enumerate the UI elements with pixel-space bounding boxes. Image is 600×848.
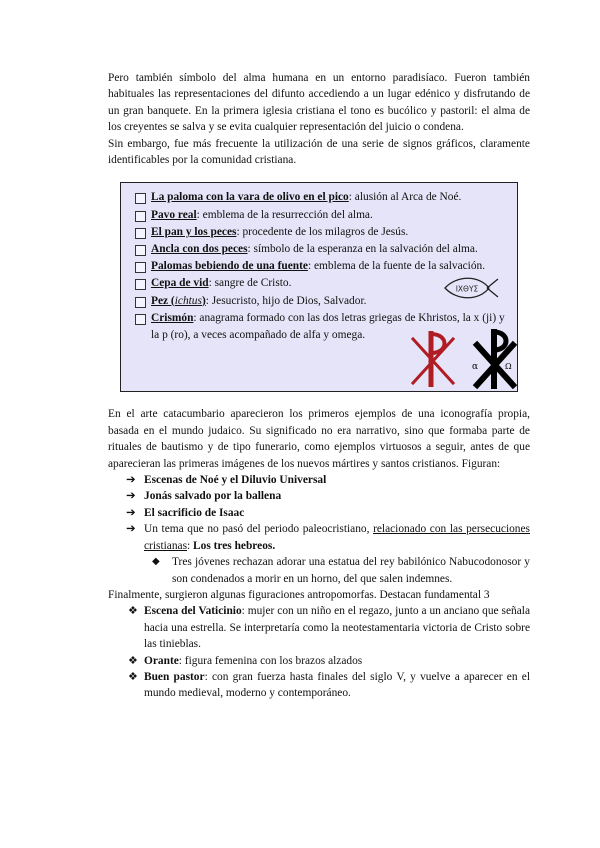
chi-rho-red-icon (409, 331, 457, 387)
symbol-desc: : Jesucristo, hijo de Dios, Salvador. (205, 294, 367, 307)
figure-desc: : mujer con un niño en el regazo, junto a un anciano que señala hacia una estrella. Se interpretaría como la neotestamentaria victoria de Cristo sobre las tinieblas. (144, 605, 531, 651)
symbol-term: Crismón (151, 311, 194, 324)
checkbox-icon (135, 228, 146, 239)
checkbox-icon (135, 314, 146, 325)
symbol-item (135, 258, 507, 275)
list-item-text: El sacrificio de Isaac (144, 506, 245, 519)
arrow-right-icon: ➔ (126, 474, 136, 487)
list-item (126, 521, 530, 554)
diamond-bullet-icon: ◆ (152, 556, 160, 568)
list-item (126, 505, 530, 521)
symbol-item (135, 241, 507, 258)
chi-rho-alpha-omega-icon (469, 329, 519, 389)
star-bullet-icon: ❖ (128, 670, 138, 683)
document-page (108, 70, 530, 702)
paragraph-catacombs: En el arte catacumbario aparecieron los primeros ejemplos de una iconografía propia, basada en el mundo judaico. Su significado no era narrativo, sino que formaba parte de rituales de bautismo y de tipo funerario, como ejemplos virtuosos a seguir, antes de que aparecieran las primeras imágenes de los nuevos mártires y santos cristianos. Figuran: (108, 408, 530, 470)
list-item (152, 554, 530, 587)
omega-letter: Ω (505, 362, 512, 372)
symbol-desc: : alusión al Arca de Noé. (348, 191, 462, 204)
symbol-term-end: ) (201, 294, 206, 307)
symbol-term: Cepa de vid (151, 277, 209, 290)
symbol-term: Pavo real (151, 208, 197, 221)
symbol-desc: : emblema de la fuente de la salvación. (307, 260, 486, 273)
arrow-right-icon: ➔ (126, 506, 136, 519)
list-item-text: Escenas de Noé y el Diluvio Universal (144, 474, 327, 487)
symbols-box (120, 182, 518, 392)
sub-list (108, 554, 530, 587)
ichthys-fish-icon (443, 276, 499, 300)
alpha-letter: α (472, 362, 479, 373)
arrow-right-icon: ➔ (126, 523, 136, 536)
paragraph-figures: Finalmente, surgieron algunas figuraciones antropomorfas. Destacan fundamental 3 (108, 588, 490, 601)
checkbox-icon (135, 211, 146, 222)
symbol-item (135, 189, 507, 206)
list-item (128, 603, 530, 652)
checkbox-icon (135, 193, 146, 204)
list-item (126, 472, 530, 488)
list-item (126, 488, 530, 504)
star-bullet-icon: ❖ (128, 654, 138, 667)
star-bullet-icon: ❖ (128, 605, 138, 618)
checkbox-icon (135, 279, 146, 290)
figure-desc: : figura femenina con los brazos alzados (178, 654, 363, 667)
symbol-desc: : procedente de los milagros de Jesús. (236, 225, 409, 238)
list-item-text: Un tema que no pasó del periodo paleocristiano, (144, 523, 374, 536)
symbol-desc: : anagrama formado con las dos letras griegas de Khristos, la x (ji) y la p (ro), a veces acompañado de alfa y omega. (151, 311, 505, 342)
symbol-desc: : emblema de la resurrección del alma. (196, 208, 373, 221)
symbol-term: El pan y los peces (151, 225, 237, 238)
figure-term: Orante (144, 654, 179, 667)
symbol-item (135, 207, 507, 224)
symbol-item (135, 224, 507, 241)
list-item-text: Tres jóvenes rechazan adorar una estatua del rey babilónico Nabucodonosor y son condenados a morir en un horno, del que salen indemnes. (172, 556, 530, 585)
checkbox-icon (135, 262, 146, 273)
symbol-term: La paloma con la vara de olivo en el pico (151, 191, 349, 204)
figure-term: Buen pastor (144, 670, 205, 683)
ichthys-label: ΙΧΘΥΣ (455, 284, 479, 294)
figure-desc: : con gran fuerza hasta finales del siglo V, y vuelve a aparecer en el mundo medieval, moderno y contemporáneo. (144, 670, 530, 700)
figures-list (108, 603, 530, 701)
arrow-right-icon: ➔ (126, 490, 136, 503)
figuran-list (108, 472, 530, 554)
list-item-text: Jonás salvado por la ballena (144, 490, 282, 503)
colon-text: : (187, 539, 194, 552)
intro-paragraph-1: Pero también símbolo del alma humana en un entorno paradisíaco. Fueron también habituales las representaciones del difunto accediendo a un lugar edénico y disfrutando de un gran banquete. En la primera iglesia cristiana el tono es bucólico y pastoril: el alma de los creyentes se salva y se evita cualquier representación del juicio o condena. (108, 72, 530, 134)
underlined-phrase: relacionado con las persecuciones cristianas (144, 523, 530, 552)
symbol-desc: : símbolo de la esperanza en la salvación del alma. (247, 243, 478, 256)
list-item (128, 653, 530, 669)
symbol-desc: : sangre de Cristo. (208, 277, 292, 290)
symbol-term: Ancla con dos peces (151, 243, 248, 256)
checkbox-icon (135, 245, 146, 256)
figure-term: Escena del Vaticinio (144, 605, 242, 618)
symbol-latin: ichtus (174, 294, 202, 307)
list-item (128, 669, 530, 702)
checkbox-icon (135, 297, 146, 308)
symbols-list (135, 189, 507, 344)
symbol-term: Palomas bebiendo de una fuente (151, 260, 308, 273)
symbol-term: Pez ( (151, 294, 175, 307)
bold-phrase: Los tres hebreos. (193, 539, 276, 552)
intro-paragraph-2: Sin embargo, fue más frecuente la utilización de una serie de signos gráficos, claramente identificables por la comunidad cristiana. (108, 137, 530, 167)
